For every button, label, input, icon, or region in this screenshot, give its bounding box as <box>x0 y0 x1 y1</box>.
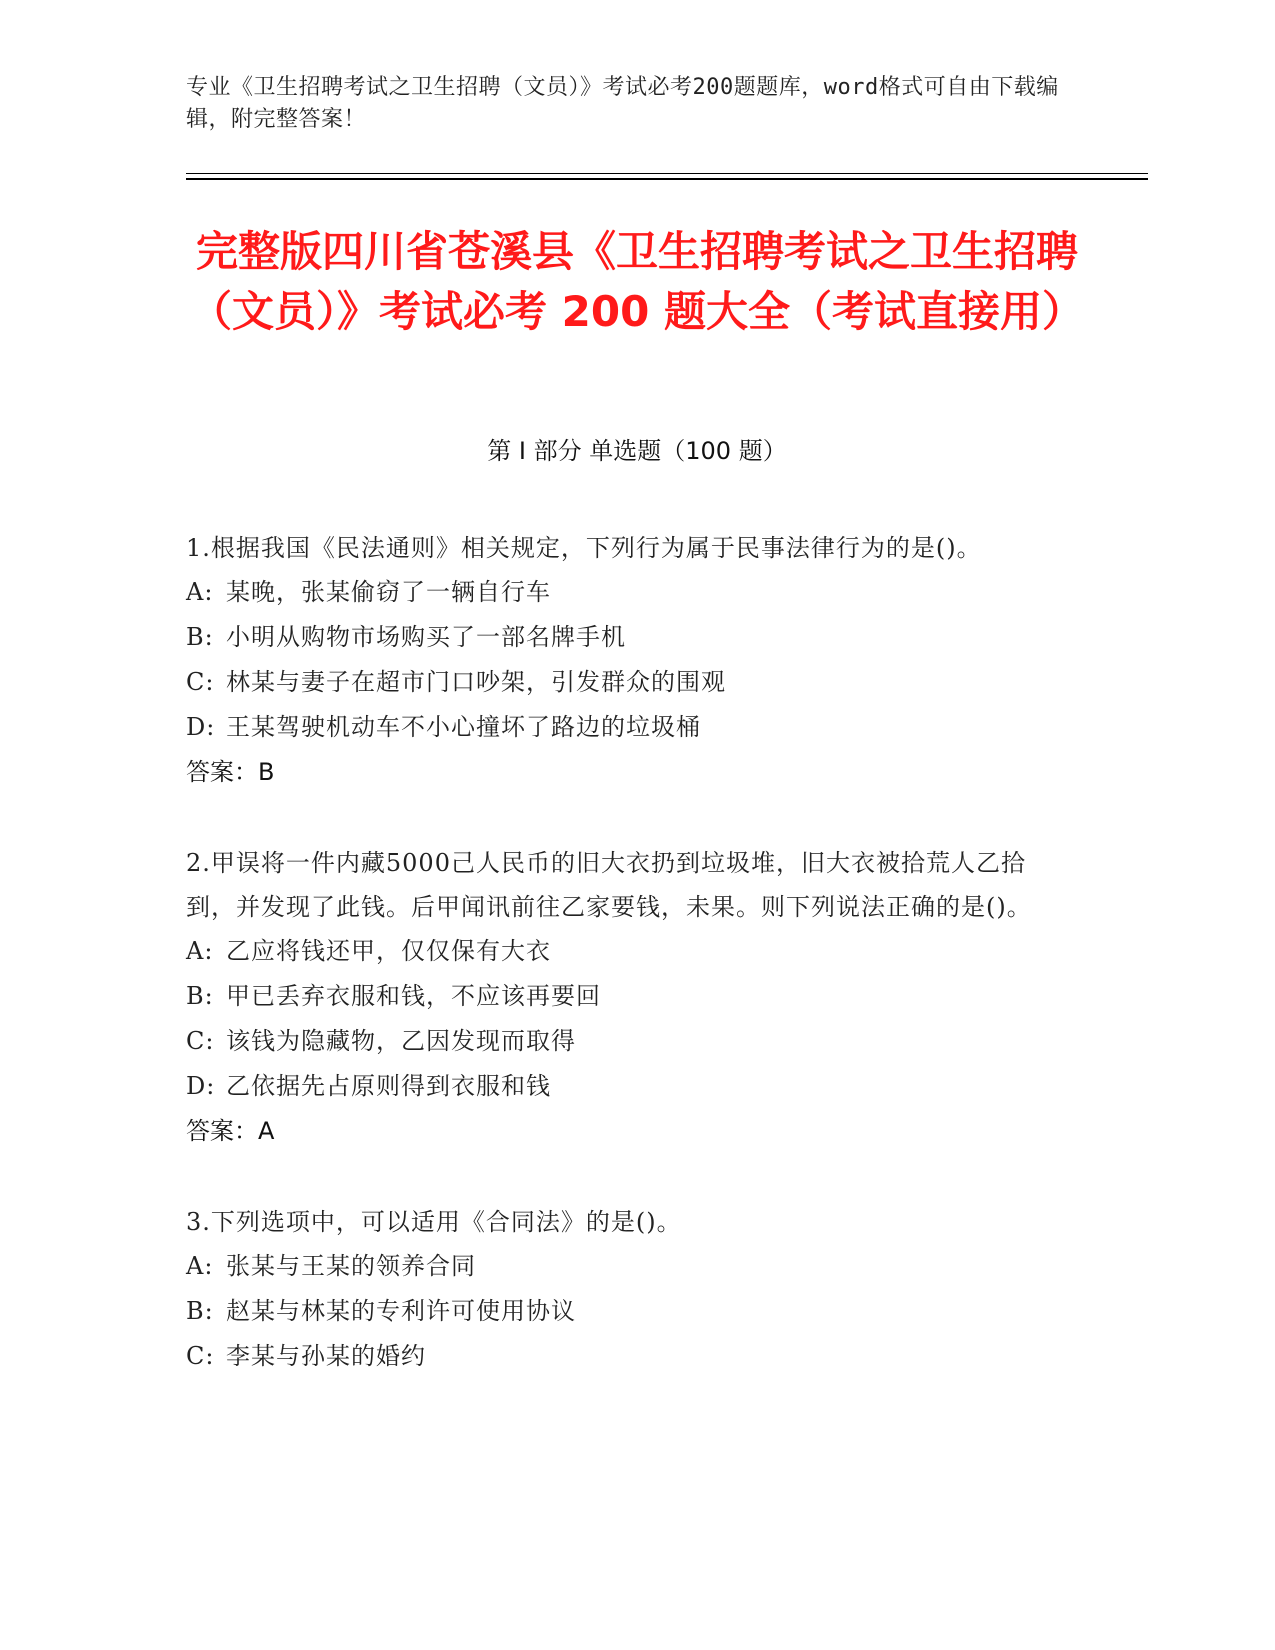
option-d <box>186 705 1066 750</box>
header-divider-thick <box>186 178 1148 180</box>
option-c <box>186 1334 1066 1379</box>
option-text: 林某与妻子在超市门口吵架，引发群众的围观 <box>226 668 726 696</box>
option-b <box>186 1289 1066 1334</box>
header-divider-thin <box>186 173 1148 174</box>
answer-line: 答案：A <box>186 1117 275 1145</box>
option-a <box>186 1244 1066 1289</box>
question-3 <box>186 1200 1066 1379</box>
document-title: 完整版四川省苍溪县《卫生招聘考试之卫生招聘（文员）》考试必考 200 题大全（考试直接用） <box>190 227 1084 336</box>
option-text: 某晚，张某偷窃了一辆自行车 <box>226 578 551 606</box>
option-text: 赵某与林某的专利许可使用协议 <box>226 1297 576 1325</box>
option-c <box>186 1019 1066 1064</box>
option-b <box>186 974 1066 1019</box>
option-c <box>186 660 1066 705</box>
option-key: C: <box>186 1027 215 1055</box>
question-list <box>186 526 1066 1425</box>
option-text: 小明从购物市场购买了一部名牌手机 <box>226 623 626 651</box>
answer-line: 答案：B <box>186 758 275 786</box>
option-text: 王某驾驶机动车不小心撞坏了路边的垃圾桶 <box>226 713 701 741</box>
option-key: C: <box>186 1342 215 1370</box>
option-a <box>186 570 1066 615</box>
option-a <box>186 929 1066 974</box>
option-text: 该钱为隐藏物，乙因发现而取得 <box>226 1027 576 1055</box>
option-key: A: <box>186 578 214 606</box>
option-key: B: <box>186 623 214 651</box>
option-b <box>186 615 1066 660</box>
question-stem: 3.下列选项中，可以适用《合同法》的是()。 <box>186 1208 682 1236</box>
option-d <box>186 1064 1066 1109</box>
option-text: 乙依据先占原则得到衣服和钱 <box>226 1072 551 1100</box>
question-1 <box>186 526 1066 795</box>
section-title: 第 I 部分 单选题（100 题） <box>487 437 787 465</box>
question-2 <box>186 841 1066 1154</box>
option-text: 乙应将钱还甲，仅仅保有大衣 <box>226 937 551 965</box>
option-key: D: <box>186 713 216 741</box>
option-text: 李某与孙某的婚约 <box>226 1342 426 1370</box>
option-text: 张某与王某的领养合同 <box>226 1252 476 1280</box>
option-key: B: <box>186 1297 214 1325</box>
option-key: B: <box>186 982 214 1010</box>
header-note: 专业《卫生招聘考试之卫生招聘（文员）》考试必考200题题库，word格式可自由下载编辑，附完整答案！ <box>186 75 1059 132</box>
option-key: C: <box>186 668 215 696</box>
question-stem: 1.根据我国《民法通则》相关规定，下列行为属于民事法律行为的是()。 <box>186 534 982 562</box>
question-stem: 2.甲误将一件内藏5000己人民币的旧大衣扔到垃圾堆，旧大衣被拾荒人乙拾到，并发现了此钱。后甲闻讯前往乙家要钱，未果。则下列说法正确的是()。 <box>186 849 1032 921</box>
option-text: 甲已丢弃衣服和钱，不应该再要回 <box>226 982 601 1010</box>
option-key: A: <box>186 1252 214 1280</box>
option-key: D: <box>186 1072 216 1100</box>
option-key: A: <box>186 937 214 965</box>
